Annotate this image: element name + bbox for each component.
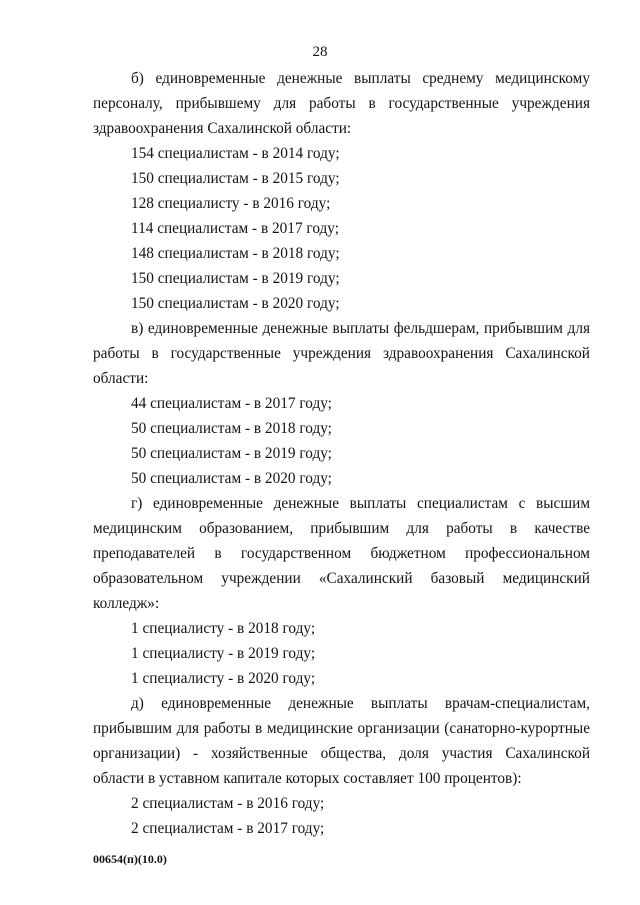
list-item: 1 специалисту - в 2020 году;: [131, 670, 316, 687]
list-item: 154 специалистам - в 2014 году;: [131, 145, 340, 162]
document-body: [93, 66, 590, 841]
paragraph-b: б) единовременные денежные выплаты среднему медицинскому персоналу, прибывшему для работы в государственные учреждения здравоохранения Сахалинской области:: [93, 70, 590, 137]
list-item: 2 специалистам - в 2017 году;: [131, 820, 325, 837]
paragraph-g: г) единовременные денежные выплаты специалистам с высшим медицинским образованием, прибывшим для работы в качестве преподавателей в государственном бюджетном профессиональном образовательном учреждении «Сахалинский базовый медицинский колледж»:: [93, 495, 590, 612]
paragraph-v: в) единовременные денежные выплаты фельдшерам, прибывшим для работы в государственные учреждения здравоохранения Сахалинской области:: [93, 320, 590, 387]
list-item: 2 специалистам - в 2016 году;: [131, 795, 325, 812]
page-number: 28: [312, 44, 328, 60]
list-item: 150 специалистам - в 2020 году;: [131, 295, 340, 312]
list-item: 128 специалисту - в 2016 году;: [131, 195, 331, 212]
list-item: 114 специалистам - в 2017 году;: [131, 220, 340, 237]
list-item: 44 специалистам - в 2017 году;: [131, 395, 332, 412]
list-item: 1 специалисту - в 2018 году;: [131, 620, 316, 637]
list-item: 148 специалистам - в 2018 году;: [131, 245, 340, 262]
list-item: 1 специалисту - в 2019 году;: [131, 645, 316, 662]
list-item: 50 специалистам - в 2020 году;: [131, 470, 332, 487]
list-item: 50 специалистам - в 2018 году;: [131, 420, 332, 437]
list-item: 150 специалистам - в 2015 году;: [131, 170, 340, 187]
list-item: 150 специалистам - в 2019 году;: [131, 270, 340, 287]
paragraph-d: д) единовременные денежные выплаты врачам-специалистам, прибывшим для работы в медицинские организации (санаторно-курортные организации) - хозяйственные общества, доля участия Сахалинской области в уставном капитале которых составляет 100 процентов):: [93, 695, 590, 787]
document-code: 00654(п)(10.0): [93, 852, 167, 866]
list-item: 50 специалистам - в 2019 году;: [131, 445, 332, 462]
